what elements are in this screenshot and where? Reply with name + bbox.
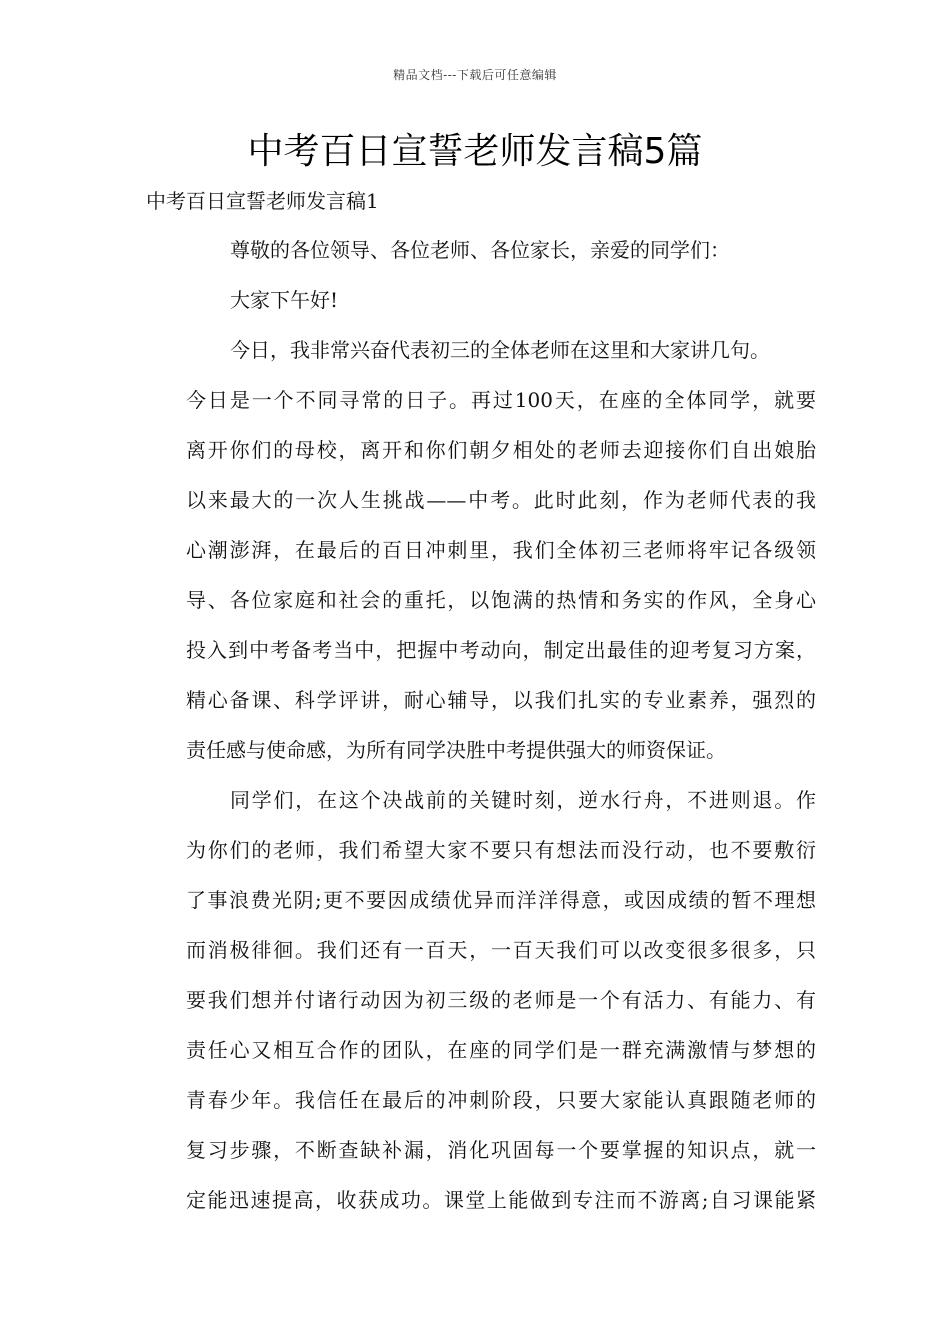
paragraph-line: 离开你们的母校，离开和你们朝夕相处的老师去迎接你们自出娘胎	[186, 438, 816, 462]
paragraph-line: 同学们，在这个决战前的关键时刻，逆水行舟，不进则退。作	[230, 788, 816, 812]
paragraph-line: 为你们的老师，我们希望大家不要只有想法而没行动，也不要敷衍	[186, 838, 816, 862]
paragraph-line: 今日，我非常兴奋代表初三的全体老师在这里和大家讲几句。	[230, 338, 770, 362]
paragraph-line: 复习步骤，不断查缺补漏，消化巩固每一个要掌握的知识点，就一	[186, 1138, 816, 1162]
paragraph-line: 心潮澎湃，在最后的百日冲刺里，我们全体初三老师将牢记各级领	[186, 538, 816, 562]
paragraph-line: 尊敬的各位领导、各位老师、各位家长，亲爱的同学们：	[230, 238, 730, 262]
paragraph-line: 要我们想并付诸行动因为初三级的老师是一个有活力、有能力、有	[186, 988, 816, 1012]
body-text	[146, 225, 816, 1225]
paragraph-greeting	[146, 275, 816, 325]
paragraph-body-2	[146, 775, 816, 1225]
paragraph-line: 今日是一个不同寻常的日子。再过100天，在座的全体同学，就要	[186, 388, 816, 412]
paragraph-line: 责任感与使命感，为所有同学决胜中考提供强大的师资保证。	[186, 738, 726, 762]
header-note: 精品文档---下载后可任意编辑	[393, 68, 557, 82]
paragraph-salutation	[146, 225, 816, 275]
paragraph-line: 导、各位家庭和社会的重托，以饱满的热情和务实的作风，全身心	[186, 588, 816, 612]
paragraph-line: 定能迅速提高，收获成功。课堂上能做到专注而不游离;自习课能紧	[186, 1188, 816, 1212]
paragraph-body-1	[146, 325, 816, 775]
paragraph-line: 以来最大的一次人生挑战——中考。此时此刻，作为老师代表的我	[186, 488, 816, 512]
paragraph-line: 责任心又相互合作的团队，在座的同学们是一群充满激情与梦想的	[186, 1038, 816, 1062]
paragraph-line: 精心备课、科学评讲，耐心辅导，以我们扎实的专业素养，强烈的	[186, 688, 816, 712]
section-heading: 中考百日宣誓老师发言稿1	[146, 189, 379, 213]
paragraph-line: 了事浪费光阴;更不要因成绩优异而洋洋得意，或因成绩的暂不理想	[186, 888, 816, 912]
paragraph-line: 大家下午好!	[230, 288, 339, 312]
paragraph-line: 投入到中考备考当中，把握中考动向，制定出最佳的迎考复习方案，	[186, 638, 816, 662]
document-title: 中考百日宣誓老师发言稿5篇	[247, 131, 703, 172]
paragraph-line: 而消极徘徊。我们还有一百天，一百天我们可以改变很多很多，只	[186, 938, 816, 962]
paragraph-line: 青春少年。我信任在最后的冲刺阶段，只要大家能认真跟随老师的	[186, 1088, 816, 1112]
